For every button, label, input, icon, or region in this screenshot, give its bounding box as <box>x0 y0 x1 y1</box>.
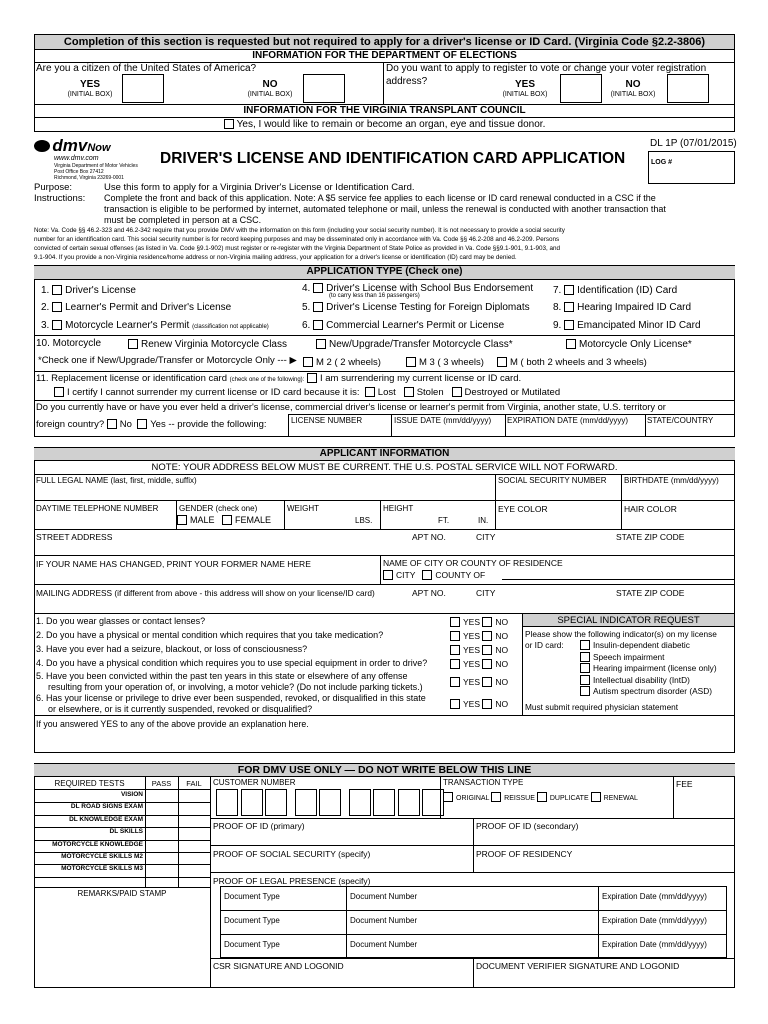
motorcycle-new-checkbox[interactable] <box>316 339 326 349</box>
renewal-checkbox[interactable] <box>591 792 601 802</box>
dmv-logo-text: dmv <box>52 136 88 155</box>
instructions-line-3: must be completed in person at a CSC. <box>104 215 262 225</box>
doc-number-1: Document Number <box>350 892 418 901</box>
donor-row <box>35 119 734 130</box>
q5-no-checkbox[interactable] <box>482 677 492 687</box>
q1-no-checkbox[interactable] <box>482 617 492 627</box>
purpose-label: Purpose: <box>34 182 73 193</box>
doc-number-2: Document Number <box>350 916 418 925</box>
donor-checkbox[interactable] <box>224 119 234 129</box>
question-6-line-2: or elsewhere, or is it currently suspended, revoked or disqualified? <box>48 704 313 714</box>
q3-answers: YES NO <box>450 645 508 655</box>
ssn-label: SOCIAL SECURITY NUMBER <box>498 476 607 485</box>
verifier-signature-label: DOCUMENT VERIFIER SIGNATURE AND LOGONID <box>476 961 680 971</box>
fail-header: FAIL <box>186 779 202 788</box>
original-checkbox[interactable] <box>443 792 453 802</box>
note-line-3: convicted of certain sexual offenses (as listed in Va. Code §9.1-902) must register or re-register with the Virginia Department of State Police as provided in Va. Code §§9.1-901, 9.1-903, and <box>34 245 560 252</box>
apt-label: APT NO. <box>412 532 446 542</box>
special-item-4: Intellectual disability (IntD) <box>580 675 690 685</box>
street-label: STREET ADDRESS <box>36 532 113 542</box>
gender-label: GENDER (check one) <box>179 504 258 513</box>
q4-no-checkbox[interactable] <box>482 659 492 669</box>
class-m2-checkbox[interactable] <box>303 357 313 367</box>
check-one-note: *Check one if New/Upgrade/Transfer or Motorcycle Only --- ▶ <box>38 355 297 366</box>
special-item-3: Hearing impairment (license only) <box>580 663 717 673</box>
in-label: IN. <box>478 516 489 525</box>
app-type-1-checkbox[interactable] <box>52 285 62 295</box>
motorcycle-label: 10. Motorcycle <box>36 338 102 349</box>
proof-secondary-label: PROOF OF ID (secondary) <box>476 821 579 831</box>
special-item-3-checkbox[interactable] <box>580 663 590 673</box>
voter-no-label: NO <box>625 79 641 90</box>
app-type-5-checkbox[interactable] <box>313 302 323 312</box>
agency-line-1: Virginia Department of Motor Vehicles <box>54 163 138 169</box>
citizen-no-box[interactable] <box>303 74 345 103</box>
question-5: 5. Have you been convicted within the past ten years in this state or elsewhere of any offense <box>36 671 408 681</box>
pass-header: PASS <box>151 779 172 788</box>
voter-yes-initial: (INITIAL BOX) <box>502 91 548 98</box>
explanation-label: If you answered YES to any of the above provide an explanation here. <box>36 719 309 729</box>
dmv-logo-icon <box>34 140 50 152</box>
citizen-yes-label: YES <box>79 79 100 90</box>
citizen-question: Are you a citizen of the United States of America? <box>36 63 257 74</box>
special-item-2: Speech impairment <box>580 652 664 662</box>
held-no-checkbox[interactable] <box>107 419 117 429</box>
voter-yes-label: YES <box>514 79 535 90</box>
app-type-8[interactable]: 8. Hearing Impaired ID Card <box>553 302 692 313</box>
test-row-label: VISION <box>120 791 143 798</box>
female-checkbox[interactable] <box>222 515 232 525</box>
doc-type-1: Document Type <box>224 892 280 901</box>
q3-yes-checkbox[interactable] <box>450 645 460 655</box>
mailing-city-label: CITY <box>476 588 496 598</box>
physician-note: Must submit required physician statement <box>525 702 679 712</box>
test-row-label: DL SKILLS <box>109 828 143 836</box>
mailing-label: MAILING ADDRESS (if different from above - this address will show on your license/ID card) <box>36 588 375 598</box>
app-type-1[interactable]: 1. Driver's License <box>41 285 136 296</box>
transaction-options: ORIGINAL REISSUE DUPLICATE RENEWAL <box>443 792 638 802</box>
transplant-header: INFORMATION FOR THE VIRGINIA TRANSPLANT COUNCIL <box>243 105 526 116</box>
residence-label: NAME OF CITY OR COUNTY OF RESIDENCE <box>383 558 563 568</box>
q2-yes-checkbox[interactable] <box>450 631 460 641</box>
citizen-no-initial: (INITIAL BOX) <box>247 91 293 98</box>
state-zip-label: STATE ZIP CODE <box>616 532 685 542</box>
question-4: 4. Do you have a physical condition which requires you to use special equipment in order to drive? <box>36 658 428 668</box>
eye-color-label: EYE COLOR <box>498 504 548 514</box>
residence-options: CITY COUNTY OF <box>383 570 485 580</box>
app-type-9-checkbox[interactable] <box>564 320 574 330</box>
agency-line-2: Post Office Box 27412 <box>54 169 104 175</box>
dmv-logo-now: Now <box>87 142 111 154</box>
question-1: 1. Do you wear glasses or contact lenses? <box>36 616 206 626</box>
surrender-checkbox[interactable] <box>307 373 317 383</box>
app-type-6-checkbox[interactable] <box>313 320 323 330</box>
app-type-2[interactable]: 2. Learner's Permit and Driver's License <box>41 302 232 313</box>
app-type-3[interactable]: 3. Motorcycle Learner's Permit (classification not applicable) <box>41 320 269 331</box>
instructions-line-1: Complete the front and back of this application. Note: A $5 service fee applies to each license or ID card renewal conducted in a CSC if the <box>104 193 656 203</box>
elections-header: INFORMATION FOR THE DEPARTMENT OF ELECTIONS <box>252 50 517 61</box>
app-type-9[interactable]: 9. Emancipated Minor ID Card <box>553 320 701 331</box>
reissue-checkbox[interactable] <box>491 792 501 802</box>
proof-ssn-label: PROOF OF SOCIAL SECURITY (specify) <box>213 849 371 859</box>
gender-options: MALE FEMALE <box>177 515 271 525</box>
held-yes-checkbox[interactable] <box>137 419 147 429</box>
proof-legal-label: PROOF OF LEGAL PRESENCE (specify) <box>213 876 371 886</box>
test-row-label: MOTORCYCLE SKILLS M3 <box>61 865 143 873</box>
question-6: 6. Has your license or privilege to drive ever been suspended, revoked, or disqualified in this state <box>36 693 426 703</box>
applicant-header: APPLICANT INFORMATION <box>34 447 735 461</box>
voter-question-2: address? <box>386 76 428 87</box>
csr-signature-label: CSR SIGNATURE AND LOGONID <box>213 961 344 971</box>
proof-residency-label: PROOF OF RESIDENCY <box>476 849 573 859</box>
former-name-label: IF YOUR NAME HAS CHANGED, PRINT YOUR FORMER NAME HERE <box>36 559 311 569</box>
mailing-apt-label: APT NO. <box>412 588 446 598</box>
phone-label: DAYTIME TELEPHONE NUMBER <box>36 504 159 513</box>
class-m[interactable]: M ( both 2 wheels and 3 wheels) <box>497 357 647 368</box>
customer-number-digit-box[interactable] <box>295 789 317 816</box>
instructions-label: Instructions: <box>34 193 86 204</box>
customer-number-digit-box[interactable] <box>398 789 420 816</box>
lost-checkbox[interactable] <box>365 387 375 397</box>
doc-exp-1: Expiration Date (mm/dd/yyyy) <box>602 892 707 901</box>
top-banner: Completion of this section is requested but not required to apply for a driver's license or ID Card. (Virginia Code §2.2-3806) <box>63 36 706 48</box>
replacement-row: 11. Replacement license or identification card (check one of the following): I am surrendering my current license or ID card. <box>36 373 522 384</box>
q5-yes-checkbox[interactable] <box>450 677 460 687</box>
col-state-country: STATE/COUNTRY <box>647 416 714 425</box>
purpose-text: Use this form to apply for a Virginia Driver's License or Identification Card. <box>104 182 415 193</box>
form-title: DRIVER'S LICENSE AND IDENTIFICATION CARD APPLICATION <box>160 150 626 167</box>
log-box[interactable] <box>648 151 735 184</box>
class-m3-checkbox[interactable] <box>406 357 416 367</box>
transaction-type-label: TRANSACTION TYPE <box>443 778 524 787</box>
q6-answers: YES NO <box>450 699 508 709</box>
app-type-7[interactable]: 7. Identification (ID) Card <box>553 285 678 296</box>
q1-answers: YES NO <box>450 617 508 627</box>
motorcycle-only-checkbox[interactable] <box>566 339 576 349</box>
q1-yes-checkbox[interactable] <box>450 617 460 627</box>
app-type-4-checkbox[interactable] <box>313 283 323 293</box>
weight-label: WEIGHT <box>287 504 319 513</box>
duplicate-checkbox[interactable] <box>537 792 547 802</box>
test-row-label: DL KNOWLEDGE EXAM <box>69 815 143 823</box>
citizen-yes-initial: (INITIAL BOX) <box>67 91 113 98</box>
note-line-2: number for an identification card. This social security number is for record keeping purposes and may be disseminated only in accordance with Va. Code §§ 46.2-208 and 46.2-209. Persons <box>34 236 560 243</box>
doc-exp-3: Expiration Date (mm/dd/yyyy) <box>602 940 707 949</box>
residence-city-checkbox[interactable] <box>383 570 393 580</box>
applicant-note: NOTE: YOUR ADDRESS BELOW MUST BE CURRENT. THE U.S. POSTAL SERVICE WILL NOT FORWARD. <box>151 462 618 473</box>
dmv-header: FOR DMV USE ONLY — DO NOT WRITE BELOW THIS LINE <box>34 763 735 777</box>
question-2: 2. Do you have a physical or mental condition which requires that you take medication? <box>36 630 384 640</box>
special-text-2: or ID card: <box>525 640 564 650</box>
app-type-5[interactable]: 5. Driver's License Testing for Foreign Diplomats <box>302 302 530 313</box>
held-license-question: Do you currently have or have you ever held a driver's license, commercial driver's license or learner's permit from Virginia, another state, U.S. territory or <box>36 402 666 412</box>
special-item-1-checkbox[interactable] <box>580 640 590 650</box>
customer-number-label: CUSTOMER NUMBER <box>213 778 296 787</box>
certify-row: I certify I cannot surrender my current license or ID card because it is: Lost Stolen Destroyed or Mutilated <box>54 387 560 398</box>
class-m2[interactable]: M 2 ( 2 wheels) <box>303 357 381 368</box>
citizen-yes-box[interactable] <box>122 74 164 103</box>
proof-primary-label: PROOF OF ID (primary) <box>213 821 305 831</box>
voter-no-initial: (INITIAL BOX) <box>610 91 656 98</box>
certify-checkbox[interactable] <box>54 387 64 397</box>
question-5-line-2: resulting from your operation of, or involving, a motor vehicle? (Do not include parking tickets.) <box>48 682 423 692</box>
q2-no-checkbox[interactable] <box>482 631 492 641</box>
app-type-2-checkbox[interactable] <box>52 302 62 312</box>
app-type-8-checkbox[interactable] <box>564 302 574 312</box>
q5-answers: YES NO <box>450 677 508 687</box>
customer-number-digit-box[interactable] <box>349 789 371 816</box>
customer-number-digit-box[interactable] <box>319 789 341 816</box>
fee-label: FEE <box>676 779 693 789</box>
donor-label: Yes, I would like to remain or become an organ, eye and tissue donor. <box>236 119 546 130</box>
app-type-4[interactable]: 4. Driver's License with School Bus Endorsement <box>302 283 534 294</box>
note-line-1: Note: Va. Code §§ 46.2-323 and 46.2-342 require that you provide DMV with the information on this form (including your social security number). It is not necessary to provide a social security <box>34 227 565 234</box>
motorcycle-renew[interactable]: Renew Virginia Motorcycle Class <box>128 339 287 350</box>
dmv-logo <box>34 136 111 156</box>
class-m3[interactable]: M 3 ( 3 wheels) <box>406 357 484 368</box>
test-row-label: MOTORCYCLE SKILLS M2 <box>61 853 143 860</box>
full-name-label: FULL LEGAL NAME (last, first, middle, suffix) <box>36 476 197 485</box>
voter-no-box[interactable] <box>667 74 709 103</box>
customer-number-digit-box[interactable] <box>265 789 287 816</box>
dmv-url: www.dmv.com <box>54 155 99 162</box>
foreign-row: foreign country? No Yes -- provide the following: <box>36 419 267 430</box>
ft-label: FT. <box>438 516 450 525</box>
stolen-checkbox[interactable] <box>404 387 414 397</box>
instructions-line-2: transaction is eligible to be performed by internet, automated telephone or mail, unless the renewal is conducted with another transaction that <box>104 204 666 214</box>
col-license-number: LICENSE NUMBER <box>291 416 363 425</box>
lbs-label: LBS. <box>355 516 373 525</box>
special-item-2-checkbox[interactable] <box>580 652 590 662</box>
required-tests-header: REQUIRED TESTS <box>54 779 125 788</box>
app-type-7-checkbox[interactable] <box>564 285 574 295</box>
customer-number-digit-box[interactable] <box>241 789 263 816</box>
app-type-3-checkbox[interactable] <box>52 320 62 330</box>
birthdate-label: BIRTHDATE (mm/dd/yyyy) <box>624 476 719 485</box>
motorcycle-only[interactable]: Motorcycle Only License* <box>566 339 692 350</box>
q3-no-checkbox[interactable] <box>482 645 492 655</box>
male-checkbox[interactable] <box>177 515 187 525</box>
destroyed-checkbox[interactable] <box>452 387 462 397</box>
customer-number-digit-box[interactable] <box>216 789 238 816</box>
q4-yes-checkbox[interactable] <box>450 659 460 669</box>
residence-county-checkbox[interactable] <box>422 570 432 580</box>
q2-answers: YES NO <box>450 631 508 641</box>
motorcycle-renew-checkbox[interactable] <box>128 339 138 349</box>
doc-exp-2: Expiration Date (mm/dd/yyyy) <box>602 916 707 925</box>
hair-color-label: HAIR COLOR <box>624 504 677 514</box>
form-id: DL 1P (07/01/2015) <box>650 138 737 149</box>
voter-question-1: Do you want to apply to register to vote or change your voter registration <box>386 63 707 74</box>
remarks-label: REMARKS/PAID STAMP <box>77 889 167 898</box>
doc-type-2: Document Type <box>224 916 280 925</box>
height-label: HEIGHT <box>383 504 414 513</box>
special-item-1: Insulin-dependent diabetic <box>580 640 690 650</box>
col-issue-date: ISSUE DATE (mm/dd/yyyy) <box>394 416 492 425</box>
q6-yes-checkbox[interactable] <box>450 699 460 709</box>
customer-number-digit-box[interactable] <box>373 789 395 816</box>
mailing-state-zip-label: STATE ZIP CODE <box>616 588 685 598</box>
agency-line-3: Richmond, Virginia 23269-0001 <box>54 175 124 181</box>
log-label: LOG # <box>651 159 673 166</box>
special-indicator-header: SPECIAL INDICATOR REQUEST <box>557 615 700 626</box>
test-row-label: DL ROAD SIGNS EXAM <box>70 803 143 811</box>
app-type-6[interactable]: 6. Commercial Learner's Permit or License <box>302 320 505 331</box>
special-item-4-checkbox[interactable] <box>580 675 590 685</box>
application-type-header: APPLICATION TYPE (Check one) <box>34 265 735 280</box>
question-3: 3. Have you ever had a seizure, blackout, or loss of consciousness? <box>36 644 308 654</box>
doc-type-3: Document Type <box>224 940 280 949</box>
note-line-4: 9.1-904. If you provide a non-Virginia residence/home address or non-Virginia mailing address, your application for a driver's license or identification (ID) card may be denied. <box>34 254 517 261</box>
voter-yes-box[interactable] <box>560 74 602 103</box>
q4-answers: YES NO <box>450 659 508 669</box>
special-text-1: Please show the following indicator(s) on my license <box>525 629 717 639</box>
test-row-label: MOTORCYCLE KNOWLEDGE <box>52 840 143 848</box>
app-type-4-note: (to carry less than 16 passengers) <box>329 293 420 299</box>
col-expiration-date: EXPIRATION DATE (mm/dd/yyyy) <box>507 416 629 425</box>
motorcycle-new[interactable]: New/Upgrade/Transfer Motorcycle Class* <box>316 339 513 350</box>
doc-number-3: Document Number <box>350 940 418 949</box>
special-item-5-checkbox[interactable] <box>580 686 590 696</box>
q6-no-checkbox[interactable] <box>482 699 492 709</box>
citizen-no-label: NO <box>262 79 278 90</box>
class-m-checkbox[interactable] <box>497 357 507 367</box>
city-label: CITY <box>476 532 496 542</box>
special-item-5: Autism spectrum disorder (ASD) <box>580 686 712 696</box>
